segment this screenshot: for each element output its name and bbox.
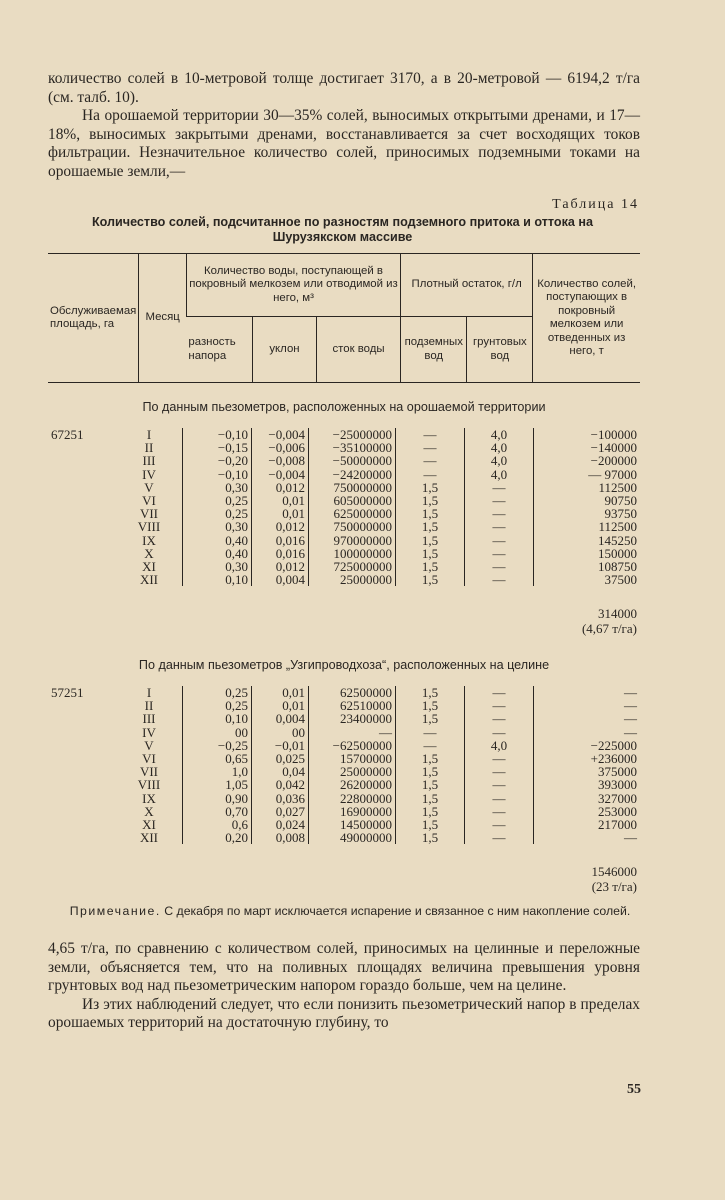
table-cell: 0,25 [183,494,252,507]
table-cell: −62500000 [309,739,396,752]
table-cell: 605000000 [309,494,396,507]
table-cell: — [465,520,534,533]
header-water-group: Количество воды, поступающей в покровный мелкозем или отводимой из него, м³ [186,254,400,317]
header-runoff: сток воды [317,317,401,383]
table-cell: XI [116,560,183,573]
table-cell: 0,004 [252,712,309,725]
table-cell: 1,5 [396,573,465,586]
table-cell: II [116,699,183,712]
table-label: Таблица 14 [552,197,639,212]
table-cell: VI [116,494,183,507]
table-cell: 0,024 [252,818,309,831]
table-cell: 0,008 [252,831,309,844]
area-cell-empty [48,534,116,547]
table-cell: 0,6 [183,818,252,831]
header-salts: Количество солей, поступающих в покровный мелкозем или отведенных из него, т [533,254,640,383]
table-cell: 1,5 [396,712,465,725]
table-cell: 0,40 [183,547,252,560]
table-cell: −0,004 [252,428,309,441]
table-cell: 00 [252,726,309,739]
table-cell: 0,016 [252,534,309,547]
table-cell: 0,016 [252,547,309,560]
table-cell: 0,01 [252,699,309,712]
area-cell-empty [48,739,116,752]
table-cell: 0,027 [252,805,309,818]
table-cell: VIII [116,520,183,533]
area-cell-empty [48,765,116,778]
table-cell: +236000 [590,751,637,767]
table-cell: 0,025 [252,752,309,765]
table-cell: 49000000 [309,831,396,844]
table-cell: 725000000 [309,560,396,573]
table-cell: — [465,792,534,805]
section2-table [48,686,640,844]
table-cell: 0,01 [252,507,309,520]
table-cell: — [309,726,396,739]
table-cell: 4,0 [465,454,534,467]
table-cell: 0,012 [252,520,309,533]
table-cell: II [116,441,183,454]
header-area: Обслуживаемая площадь, га [50,304,137,330]
table-cell: 14500000 [309,818,396,831]
table-cell: VIII [116,778,183,791]
table-row [48,831,640,844]
table-cell: — [396,739,465,752]
area-cell-empty [48,560,116,573]
table-cell: I [116,428,183,441]
table-cell: 00 [183,726,252,739]
table-cell: 25000000 [309,765,396,778]
section2-sum-per-ha: (23 т/га) [591,879,637,894]
table-cell: 4,0 [465,739,534,752]
area-cell-empty [48,481,116,494]
area-cell: 57251 [51,685,84,700]
section2-title: По данным пьезометров „Узгипроводхоза“, расположенных на целине [138,658,550,672]
table-cell: 750000000 [309,481,396,494]
table-cell: 1,5 [396,831,465,844]
table-cell: −50000000 [309,454,396,467]
table-cell: 0,012 [252,560,309,573]
area-cell-empty [48,726,116,739]
table-cell: 62500000 [309,686,396,699]
table-cell: −0,25 [183,739,252,752]
table-cell: 4,0 [465,468,534,481]
header-slope: уклон [252,317,316,383]
note-label: Примечание. [69,904,161,918]
area-cell-empty [48,818,116,831]
table-cell: 4,0 [465,441,534,454]
table-cell: — [465,534,534,547]
area-cell-empty [48,752,116,765]
header-ground: грунтовых вод [467,317,533,383]
table-cell: −0,008 [252,454,309,467]
table-cell: 22800000 [309,792,396,805]
table-cell: 750000000 [309,520,396,533]
table-cell: 1,5 [396,481,465,494]
section1-table [48,428,640,586]
table-cell: 327000 [598,790,637,806]
table-cell: −0,006 [252,441,309,454]
section1-sum-per-ha: (4,67 т/га) [581,621,637,636]
table-cell: 625000000 [309,507,396,520]
table-cell: 93750 [604,506,637,522]
table-cell: VII [116,765,183,778]
table-cell: X [116,547,183,560]
table-cell: IX [116,534,183,547]
table-cell: 0,004 [252,573,309,586]
area-cell-empty [48,494,116,507]
paragraph-conclusion: Из этих наблюдений следует, что если понизить пьезометрический напор в пределах орошаемых территорий на достаточную глубину, то [48,995,640,1032]
table-cell: XII [116,831,183,844]
table-cell: 1,5 [396,805,465,818]
table-row [48,573,640,586]
table-cell: IX [116,792,183,805]
table-cell: 25000000 [309,573,396,586]
table-cell: — [465,765,534,778]
table-cell: — [396,441,465,454]
table-cell: — [465,712,534,725]
text-block-bottom [48,940,640,1033]
table-cell: −25000000 [309,428,396,441]
table-cell: — [396,454,465,467]
table-cell: −200000 [590,453,637,469]
table-row [48,778,640,791]
table-cell: 0,40 [183,534,252,547]
table-cell: VII [116,507,183,520]
table-cell: — [465,507,534,520]
table-cell: — [624,724,637,740]
table-cell: 108750 [598,559,637,575]
table-row [48,520,640,533]
table-cell: 37500 [604,572,637,588]
table-cell: −0,20 [183,454,252,467]
section1-sum-value: 314000 [598,606,637,621]
area-cell-empty [48,573,116,586]
table-cell: X [116,805,183,818]
table-cell: 253000 [598,803,637,819]
table-cell: 1,5 [396,520,465,533]
table-cell: — [465,481,534,494]
area-cell-empty [48,699,116,712]
page-number: 55 [627,1082,641,1097]
table-cell: −225000 [590,737,637,753]
table-header [48,253,640,383]
table-cell: — [624,711,637,727]
table-title [40,215,645,245]
table-cell: 0,10 [183,573,252,586]
table-cell: 100000000 [309,547,396,560]
header-head-diff: разность напора [186,317,252,383]
table-cell: I [116,686,183,699]
text-block-top [48,70,640,182]
table-cell: 23400000 [309,712,396,725]
paragraph-continued: количество солей в 10-метровой толще достигает 3170, а в 20-метровой — 6194,2 т/га (см. талб. 10). [48,70,640,106]
table-title-line1: Количество солей, подсчитанное по разностям подземного притока и оттока на [91,215,594,229]
table-cell: −0,01 [252,739,309,752]
area-cell-empty [48,507,116,520]
header-month: Месяц [139,254,187,383]
header-residue-group: Плотный остаток, г/л [401,254,533,317]
table-cell: — [465,547,534,560]
area-cell-empty [48,547,116,560]
table-cell: VI [116,752,183,765]
table-cell: 1,5 [396,560,465,573]
area-cell-empty [48,831,116,844]
table-cell: 0,70 [183,805,252,818]
table-cell: — [465,560,534,573]
table-cell: 0,042 [252,778,309,791]
table-cell: — [465,494,534,507]
table-cell: — [396,468,465,481]
area-cell-empty [48,441,116,454]
table-cell: — [465,699,534,712]
table-row [48,454,640,467]
table-cell: −24200000 [309,468,396,481]
table-cell: XII [116,573,183,586]
table-cell: — [465,686,534,699]
table-cell: — [465,818,534,831]
table-cell: −0,10 [183,468,252,481]
area-cell-empty [48,454,116,467]
table-cell: 375000 [598,764,637,780]
table-cell: — [465,831,534,844]
table-cell: — [465,778,534,791]
table-cell: 145250 [598,532,637,548]
table-cell: 1,5 [396,507,465,520]
table-row [48,534,640,547]
table-cell: 393000 [598,777,637,793]
table-cell: 1,5 [396,494,465,507]
table-cell: — [624,698,637,714]
table-cell: 90750 [604,493,637,509]
table-cell: — [465,726,534,739]
table-cell: — [624,685,637,700]
area-cell: 67251 [51,427,84,442]
table-cell: −100000 [590,427,637,442]
area-cell-empty [48,805,116,818]
table-cell: 150000 [598,545,637,561]
table-cell: 0,25 [183,686,252,699]
table-cell: V [116,481,183,494]
paragraph-salts-drains: На орошаемой территории 30—35% солей, выносимых открытыми дренами, и 17—18%, выносимых закрытыми дренами, восстанавливается за счет восходящих токов фильтрации. Незначительное количество солей, приносимых подземными токами на орошаемые земли,— [48,107,640,180]
table-cell: 112500 [598,519,637,535]
table-cell: 1,5 [396,792,465,805]
table-cell: — [465,805,534,818]
table-cell: 0,20 [183,831,252,844]
table-cell: IV [116,726,183,739]
table-cell: — [624,830,637,846]
table-cell: 26200000 [309,778,396,791]
table-cell: 1,05 [183,778,252,791]
table-cell: −140000 [590,440,637,456]
table-cell: — [396,428,465,441]
table-cell: 1,5 [396,534,465,547]
table-cell: — [396,726,465,739]
table-cell: 62510000 [309,699,396,712]
area-cell-empty [48,712,116,725]
table-note [60,904,640,918]
table-cell: −0,15 [183,441,252,454]
table-cell: 0,01 [252,686,309,699]
table-cell: IV [116,468,183,481]
table-row [48,712,640,725]
table-cell: 0,01 [252,494,309,507]
table-cell: 217000 [598,817,637,833]
section2-sum-value: 1546000 [591,864,637,879]
table-cell: 16900000 [309,805,396,818]
table-cell: XI [116,818,183,831]
table-cell: 0,04 [252,765,309,778]
section1-sum [582,606,637,636]
table-cell: 0,036 [252,792,309,805]
table-row [48,726,640,739]
table-title-line2: Шурузякском массиве [272,230,413,244]
note-text: С декабря по март исключается испарение и связанное с ним накопление солей. [164,904,631,918]
table-cell: 1,5 [396,765,465,778]
table-cell: 0,30 [183,481,252,494]
table-cell: 0,25 [183,507,252,520]
table-cell: 0,65 [183,752,252,765]
table-cell: 0,30 [183,560,252,573]
table-cell: 112500 [598,479,637,495]
table-cell: 4,0 [465,428,534,441]
area-cell-empty [48,520,116,533]
section2-sum [592,864,638,894]
table-cell: 1,5 [396,818,465,831]
table-cell: −0,10 [183,428,252,441]
table-cell: — [465,573,534,586]
table-cell: 1,0 [183,765,252,778]
table-cell: 1,5 [396,686,465,699]
table-cell: 0,25 [183,699,252,712]
table-cell: −35100000 [309,441,396,454]
table-cell: 1,5 [396,699,465,712]
area-cell-empty [48,792,116,805]
table-cell: 970000000 [309,534,396,547]
table-cell: 0,30 [183,520,252,533]
table-cell: III [116,712,183,725]
table-cell: 1,5 [396,778,465,791]
table-cell: 0,012 [252,481,309,494]
header-underground: подземных вод [401,317,467,383]
table-cell: 0,10 [183,712,252,725]
section1-title: По данным пьезометров, расположенных на орошаемой территории [142,400,546,414]
table-cell: −0,004 [252,468,309,481]
table-cell: 1,5 [396,547,465,560]
table-cell: — 97000 [588,466,637,482]
table-cell: 1,5 [396,752,465,765]
paragraph-comparison: 4,65 т/га, по сравнению с количеством солей, приносимых на целинные и переложные земли, объясняется тем, что на поливных площадях величина превышения уровня грунтовых вод над пьезометрическим напором гораздо больше, чем на целине. [48,940,640,995]
area-cell-empty [48,778,116,791]
table-cell: — [465,752,534,765]
table-cell: III [116,454,183,467]
table-cell: 15700000 [309,752,396,765]
area-cell-empty [48,468,116,481]
table-row [48,468,640,481]
table-row [48,792,640,805]
table-cell: V [116,739,183,752]
table-cell: 0,90 [183,792,252,805]
